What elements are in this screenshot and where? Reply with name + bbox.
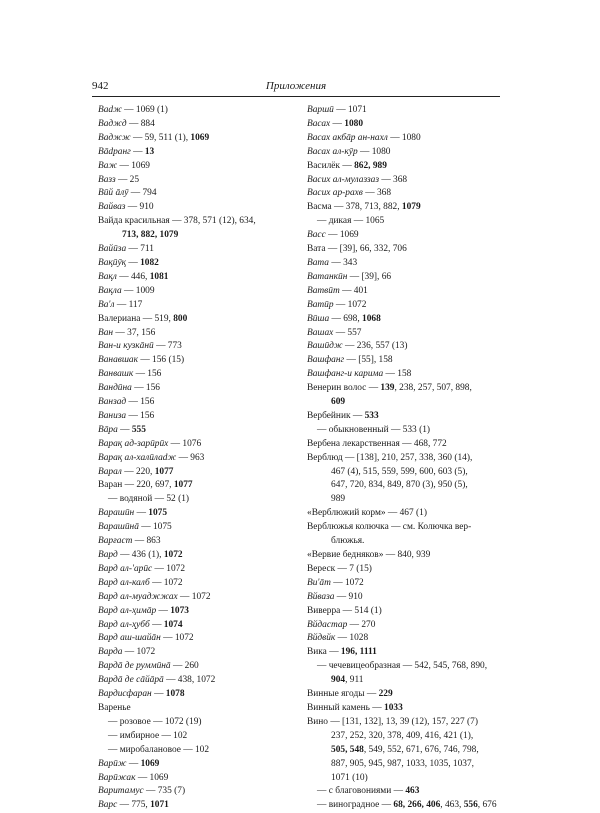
index-entry-continuation: 467 (4), 515, 559, 599, 600, 603 (5),: [331, 466, 468, 477]
index-entry: Варал — 220, 1077: [98, 466, 174, 477]
index-entry: Ванзад — 156: [98, 397, 155, 408]
index-entry: Варитамус — 735 (7): [98, 786, 186, 797]
index-entry: Вард — 436 (1), 1072: [98, 550, 183, 560]
index-entry: Варақ ад-зарӣрӣх — 1076: [98, 438, 202, 449]
index-entry: Вашӣдж — 236, 557 (13): [307, 341, 408, 352]
index-entry: Ванвашк — 156: [98, 369, 162, 380]
index-entry: «Вервие бедняков» — 840, 939: [307, 550, 431, 560]
index-entry: Варашӣн — 1075: [98, 508, 168, 519]
index-entry: Вереск — 7 (15): [307, 563, 372, 574]
index-entry-continuation: 887, 905, 945, 987, 1033, 1035, 1037,: [331, 758, 474, 769]
index-entry: Васах ал-кӯр — 1080: [307, 146, 391, 157]
index-entry: Вйдастар — 270: [307, 619, 376, 630]
index-subentry: — дикая — 1065: [317, 216, 385, 227]
index-entry: Вашах — 557: [307, 327, 362, 338]
index-entry: Вайда красильная — 378, 571 (12), 634,: [98, 216, 256, 227]
index-entry: Винный камень — 1033: [307, 702, 403, 713]
index-subentry: — с благовониями — 463: [317, 786, 420, 797]
index-entry: Варда — 1072: [98, 647, 156, 658]
index-entry: Варақ ал-халӣлаdж — 963: [98, 452, 205, 463]
index-entry: Вард ал-ҳимāр — 1073: [98, 605, 189, 616]
index-entry: Виверра — 514 (1): [307, 605, 382, 616]
index-entry-continuation: 237, 252, 320, 378, 409, 416, 421 (1),: [331, 730, 474, 741]
index-entry: Вашфанг — [55], 158: [307, 355, 393, 366]
index-entry: Вақл — 446, 1081: [98, 271, 169, 282]
index-subentry: — виноградное — 68, 266, 406, 463, 556, 676: [317, 800, 497, 811]
index-entry: Вата — 343: [307, 257, 358, 268]
running-title: Приложения: [265, 80, 327, 92]
index-entry: Варан — 220, 697, 1077: [98, 480, 193, 491]
index-subentry: — обыкновенный — 533 (1): [317, 424, 431, 435]
index-entry: Вард ал-ҳубб — 1074: [98, 619, 183, 630]
index-entry: Вино — [131, 132], 13, 39 (12), 157, 227 (7): [307, 716, 478, 727]
index-entry: «Верблюжий корм» — 467 (1): [307, 508, 427, 519]
index-entry: Васах — 1080: [307, 118, 363, 129]
index-entry: Вайваз — 910: [98, 202, 154, 213]
index-column-right: [307, 104, 503, 813]
index-entry: Ванавшак — 156 (15): [98, 355, 185, 366]
index-entry: Вата — [39], 66, 332, 706: [307, 244, 407, 255]
index-entry: Вард ал-'арūс — 1072: [98, 563, 186, 574]
index-subentry: — чечевицеобразная — 542, 545, 768, 890,: [317, 661, 488, 672]
index-entry: Васах акбāр ан-нахл — 1080: [307, 132, 421, 143]
index-entry: Ваниза — 156: [98, 410, 155, 421]
index-entry: Вардā де руммӣнā — 260: [98, 661, 199, 672]
index-entry: Вӣша — 698, 1068: [307, 313, 381, 324]
index-entry: Вардā де сāйāрā — 438, 1072: [98, 675, 216, 686]
index-entry: Вақӣӯқ — 1082: [98, 257, 159, 268]
index-entry: Ватӣр — 1072: [307, 299, 367, 310]
index-entry: Вйдвйк — 1028: [307, 633, 369, 644]
header-rule: [92, 96, 500, 97]
index-entry: Вард ал-муаджжах — 1072: [98, 591, 211, 602]
index-entry: Васих ал-мулаззаз — 368: [307, 174, 408, 185]
index-entry: Ви'āт — 1072: [307, 577, 364, 588]
index-entry: Варӣж — 1069: [98, 758, 160, 769]
index-entry: Варғаст — 863: [98, 536, 161, 547]
index-entry-continuation: 989: [331, 494, 346, 505]
index-entry: Вазз — 25: [98, 174, 140, 185]
index-entry: Варенье: [98, 702, 131, 713]
page-number: 942: [92, 80, 109, 92]
index-entry: Венерин волос — 139, 238, 257, 507, 898,: [307, 383, 472, 394]
index-entry-continuation: 904, 911: [331, 675, 364, 686]
index-entry-continuation: 1071 (10): [331, 772, 368, 783]
index-entry: Васих ар-рахв — 368: [307, 188, 391, 199]
index-entry: Ван — 37, 156: [98, 327, 156, 338]
index-entry: Вūй āлӯ — 794: [98, 188, 157, 199]
index-entry: Вайūза — 711: [98, 244, 154, 255]
index-entry: Валериана — 519, 800: [98, 313, 188, 324]
index-entry: Вақла — 1009: [98, 285, 155, 296]
page-header: [92, 80, 500, 96]
index-entry: Вашфанг-и карима — 158: [307, 369, 412, 380]
index-entry: Васма — 378, 713, 882, 1079: [307, 202, 421, 213]
index-entry-continuation: блюжья.: [331, 536, 365, 547]
index-entry: Варӣжак — 1069: [98, 772, 169, 783]
index-entry: Варс — 775, 1071: [98, 800, 169, 811]
index-entry-continuation: 505, 548, 549, 552, 671, 676, 746, 798,: [331, 744, 479, 755]
index-entry: Вардисфаран — 1078: [98, 689, 185, 700]
index-entry-continuation: 713, 882, 1079: [122, 230, 179, 241]
index-entry: Вербейник — 533: [307, 410, 379, 421]
index-entry: Вард аш-шайāн — 1072: [98, 633, 194, 644]
index-entry: Вādранг — 13: [98, 146, 155, 157]
index-entry: Ватвӣт — 401: [307, 285, 368, 296]
index-entry-continuation: 647, 720, 834, 849, 870 (3), 950 (5),: [331, 480, 468, 491]
index-entry-continuation: 609: [331, 397, 346, 408]
index-entry: Верблюд — [138], 210, 257, 338, 360 (14),: [307, 452, 473, 463]
index-entry: Винные ягоды — 229: [307, 689, 393, 700]
index-entry: Вард ал-калб — 1072: [98, 577, 183, 588]
index-entry: Ваджж — 59, 511 (1), 1069: [98, 132, 210, 143]
index-entry: Варашӣнā — 1075: [98, 522, 172, 533]
index-entry: Варшӣ — 1071: [307, 105, 367, 115]
index-subentry: — розовое — 1072 (19): [108, 716, 202, 727]
index-entry: Вербена лекарственная — 468, 772: [307, 438, 447, 449]
index-entry: Ваджд — 884: [98, 118, 155, 129]
index-entry: Вандӣна — 156: [98, 383, 160, 394]
index-entry: Ваcc — 1069: [307, 230, 359, 241]
index-entry: Верблюжья колючка — см. Колючка вер-: [307, 522, 472, 533]
index-column-left: [98, 104, 294, 813]
index-entry: Вйваза — 910: [307, 591, 363, 602]
index-entry: Вāра — 555: [98, 424, 146, 435]
index-entry: Ватанкӣн — [39], 66: [307, 271, 392, 282]
index-entry: Ва'л — 117: [98, 299, 143, 310]
index-subentry: — водяной — 52 (1): [108, 494, 190, 505]
index-entry: Ваdж — 1069 (1): [98, 105, 168, 115]
index-entry: Ван-и кузкāнӣ — 773: [98, 341, 182, 352]
index-entry: Вика — 196, 1111: [307, 647, 377, 658]
index-entry: Василёк — 862, 989: [307, 160, 387, 171]
index-entry: Важ — 1069: [98, 160, 150, 171]
index-subentry: — имбирное — 102: [108, 730, 188, 741]
index-subentry: — миробалановое — 102: [108, 744, 210, 755]
